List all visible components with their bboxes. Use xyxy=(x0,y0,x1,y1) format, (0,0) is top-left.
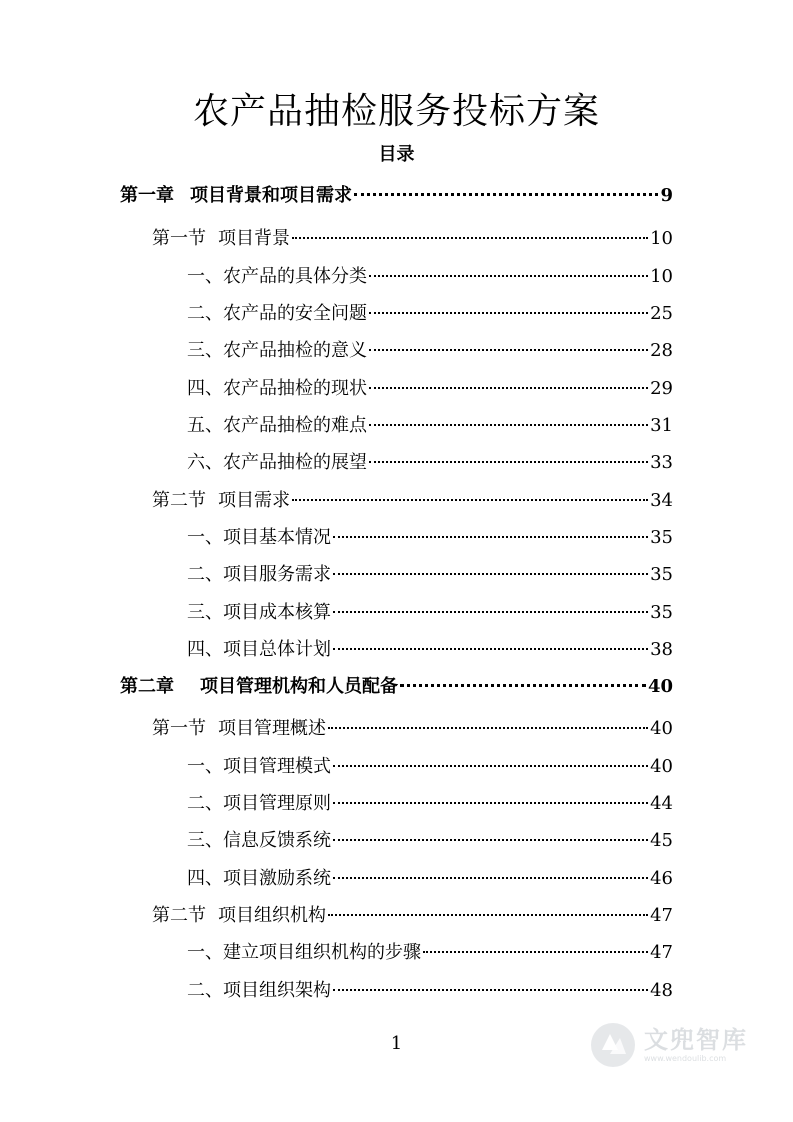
toc-entry-page: 47 xyxy=(650,905,673,926)
toc-entry-number: 四、 xyxy=(187,378,223,399)
toc-entry-title: 农产品抽检的难点 xyxy=(223,415,367,436)
toc-entry-item[interactable] xyxy=(187,339,673,363)
toc-entry-item[interactable] xyxy=(187,941,673,965)
dot-leader xyxy=(333,989,648,991)
dot-leader xyxy=(333,573,648,575)
toc-entry-page: 44 xyxy=(650,793,673,814)
toc-entry-page: 40 xyxy=(650,756,673,777)
toc-entry-title: 信息反馈系统 xyxy=(223,830,331,851)
toc-entry-number: 第二节 xyxy=(152,490,206,511)
toc-entry-number: 二、 xyxy=(187,793,223,814)
watermark-url: www.wendoulib.com xyxy=(644,1054,727,1063)
toc-entry-page: 46 xyxy=(650,868,673,889)
toc-entry-page: 40 xyxy=(650,718,673,739)
toc-entry-number: 第二章 xyxy=(120,676,174,697)
toc-entry-title: 项目管理模式 xyxy=(223,756,331,777)
toc-entry-number: 一、 xyxy=(187,942,223,963)
toc-entry-title: 项目背景 xyxy=(218,228,290,249)
toc-entry-section[interactable] xyxy=(152,227,673,251)
toc-entry-item[interactable] xyxy=(187,638,673,662)
watermark-name: 文兜智库 xyxy=(644,1026,748,1054)
toc-entry-title: 农产品抽检的展望 xyxy=(223,452,367,473)
toc-entry-title: 项目管理原则 xyxy=(223,793,331,814)
toc-entry-number: 第一节 xyxy=(152,718,206,739)
toc-entry-title: 农产品抽检的现状 xyxy=(223,378,367,399)
toc-heading: 目录 xyxy=(378,144,415,165)
toc-entry-page: 33 xyxy=(650,452,673,473)
toc-entry-page: 9 xyxy=(660,185,673,206)
toc-entry-title: 项目基本情况 xyxy=(223,527,331,548)
dot-leader xyxy=(333,839,648,841)
dot-leader xyxy=(333,802,648,804)
toc-entry-page: 34 xyxy=(650,490,673,511)
dot-leader xyxy=(369,461,648,463)
toc-entry-number: 第二节 xyxy=(152,905,206,926)
toc-entry-number: 四、 xyxy=(187,639,223,660)
toc-entry-item[interactable] xyxy=(187,414,673,438)
dot-leader xyxy=(292,499,648,501)
toc-entry-section[interactable] xyxy=(152,489,673,513)
toc-entry-title: 项目组织机构 xyxy=(218,905,326,926)
toc-entry-title: 项目需求 xyxy=(218,490,290,511)
toc-entry-chapter[interactable] xyxy=(120,184,673,208)
document-title: 农产品抽检服务投标方案 xyxy=(192,91,600,132)
dot-leader xyxy=(369,424,648,426)
toc-entry-item[interactable] xyxy=(187,792,673,816)
toc-entry-page: 48 xyxy=(650,980,673,1001)
dot-leader xyxy=(369,349,648,351)
dot-leader xyxy=(354,193,658,196)
dot-leader xyxy=(423,951,648,953)
toc-entry-page: 29 xyxy=(650,378,673,399)
toc-entry-page: 45 xyxy=(650,830,673,851)
dot-leader xyxy=(333,611,648,613)
toc-entry-title: 农产品抽检的意义 xyxy=(223,340,367,361)
toc-entry-page: 35 xyxy=(650,602,673,623)
toc-entry-chapter[interactable] xyxy=(120,675,673,699)
toc-entry-number: 二、 xyxy=(187,564,223,585)
toc-entry-number: 三、 xyxy=(187,830,223,851)
dot-leader xyxy=(333,536,648,538)
toc-entry-number: 一、 xyxy=(187,527,223,548)
wendou-logo-icon xyxy=(588,1020,638,1070)
toc-entry-page: 28 xyxy=(650,340,673,361)
toc-entry-section[interactable] xyxy=(152,717,673,741)
toc-entry-item[interactable] xyxy=(187,979,673,1003)
dot-leader xyxy=(292,237,648,239)
dot-leader xyxy=(369,312,648,314)
toc-entry-section[interactable] xyxy=(152,904,673,928)
toc-entry-title: 项目管理概述 xyxy=(218,718,326,739)
toc-entry-number: 二、 xyxy=(187,303,223,324)
toc-entry-item[interactable] xyxy=(187,755,673,779)
toc-entry-title: 项目激励系统 xyxy=(223,868,331,889)
toc-entry-item[interactable] xyxy=(187,451,673,475)
toc-entry-page: 38 xyxy=(650,639,673,660)
toc-entry-title: 项目成本核算 xyxy=(223,602,331,623)
dot-leader xyxy=(400,684,646,687)
page-number: 1 xyxy=(390,1033,403,1054)
toc-entry-item[interactable] xyxy=(187,867,673,891)
dot-leader xyxy=(369,275,648,277)
toc-entry-number: 四、 xyxy=(187,868,223,889)
toc-entry-page: 47 xyxy=(650,942,673,963)
toc-entry-title: 项目总体计划 xyxy=(223,639,331,660)
toc-entry-title: 农产品的具体分类 xyxy=(223,266,367,287)
toc-entry-number: 第一节 xyxy=(152,228,206,249)
toc-entry-title: 项目管理机构和人员配备 xyxy=(200,676,398,697)
toc-entry-title: 项目背景和项目需求 xyxy=(190,185,352,206)
toc-entry-page: 10 xyxy=(650,266,673,287)
toc-entry-number: 一、 xyxy=(187,266,223,287)
toc-entry-title: 项目组织架构 xyxy=(223,980,331,1001)
toc-entry-page: 35 xyxy=(650,527,673,548)
toc-entry-number: 六、 xyxy=(187,452,223,473)
toc-entry-item[interactable] xyxy=(187,526,673,550)
toc-entry-number: 第一章 xyxy=(120,185,174,206)
toc-entry-number: 三、 xyxy=(187,340,223,361)
toc-entry-item[interactable] xyxy=(187,265,673,289)
toc-entry-title: 建立项目组织机构的步骤 xyxy=(223,942,421,963)
toc-entry-item[interactable] xyxy=(187,829,673,853)
dot-leader xyxy=(369,387,648,389)
toc-entry-number: 五、 xyxy=(187,415,223,436)
toc-entry-number: 三、 xyxy=(187,602,223,623)
toc-entry-item[interactable] xyxy=(187,377,673,401)
toc-entry-title: 项目服务需求 xyxy=(223,564,331,585)
toc-entry-item[interactable] xyxy=(187,601,673,625)
toc-entry-page: 40 xyxy=(647,676,673,697)
dot-leader xyxy=(333,765,648,767)
toc-entry-item[interactable] xyxy=(187,302,673,326)
dot-leader xyxy=(328,727,648,729)
dot-leader xyxy=(328,914,648,916)
toc-entry-page: 10 xyxy=(650,228,673,249)
toc-entry-number: 一、 xyxy=(187,756,223,777)
toc-entry-page: 25 xyxy=(650,303,673,324)
dot-leader xyxy=(333,877,648,879)
toc-entry-item[interactable] xyxy=(187,563,673,587)
dot-leader xyxy=(333,648,648,650)
toc-entry-page: 35 xyxy=(650,564,673,585)
toc-entry-number: 二、 xyxy=(187,980,223,1001)
toc-entry-title: 农产品的安全问题 xyxy=(223,303,367,324)
toc-entry-page: 31 xyxy=(650,415,673,436)
watermark xyxy=(588,1016,758,1074)
